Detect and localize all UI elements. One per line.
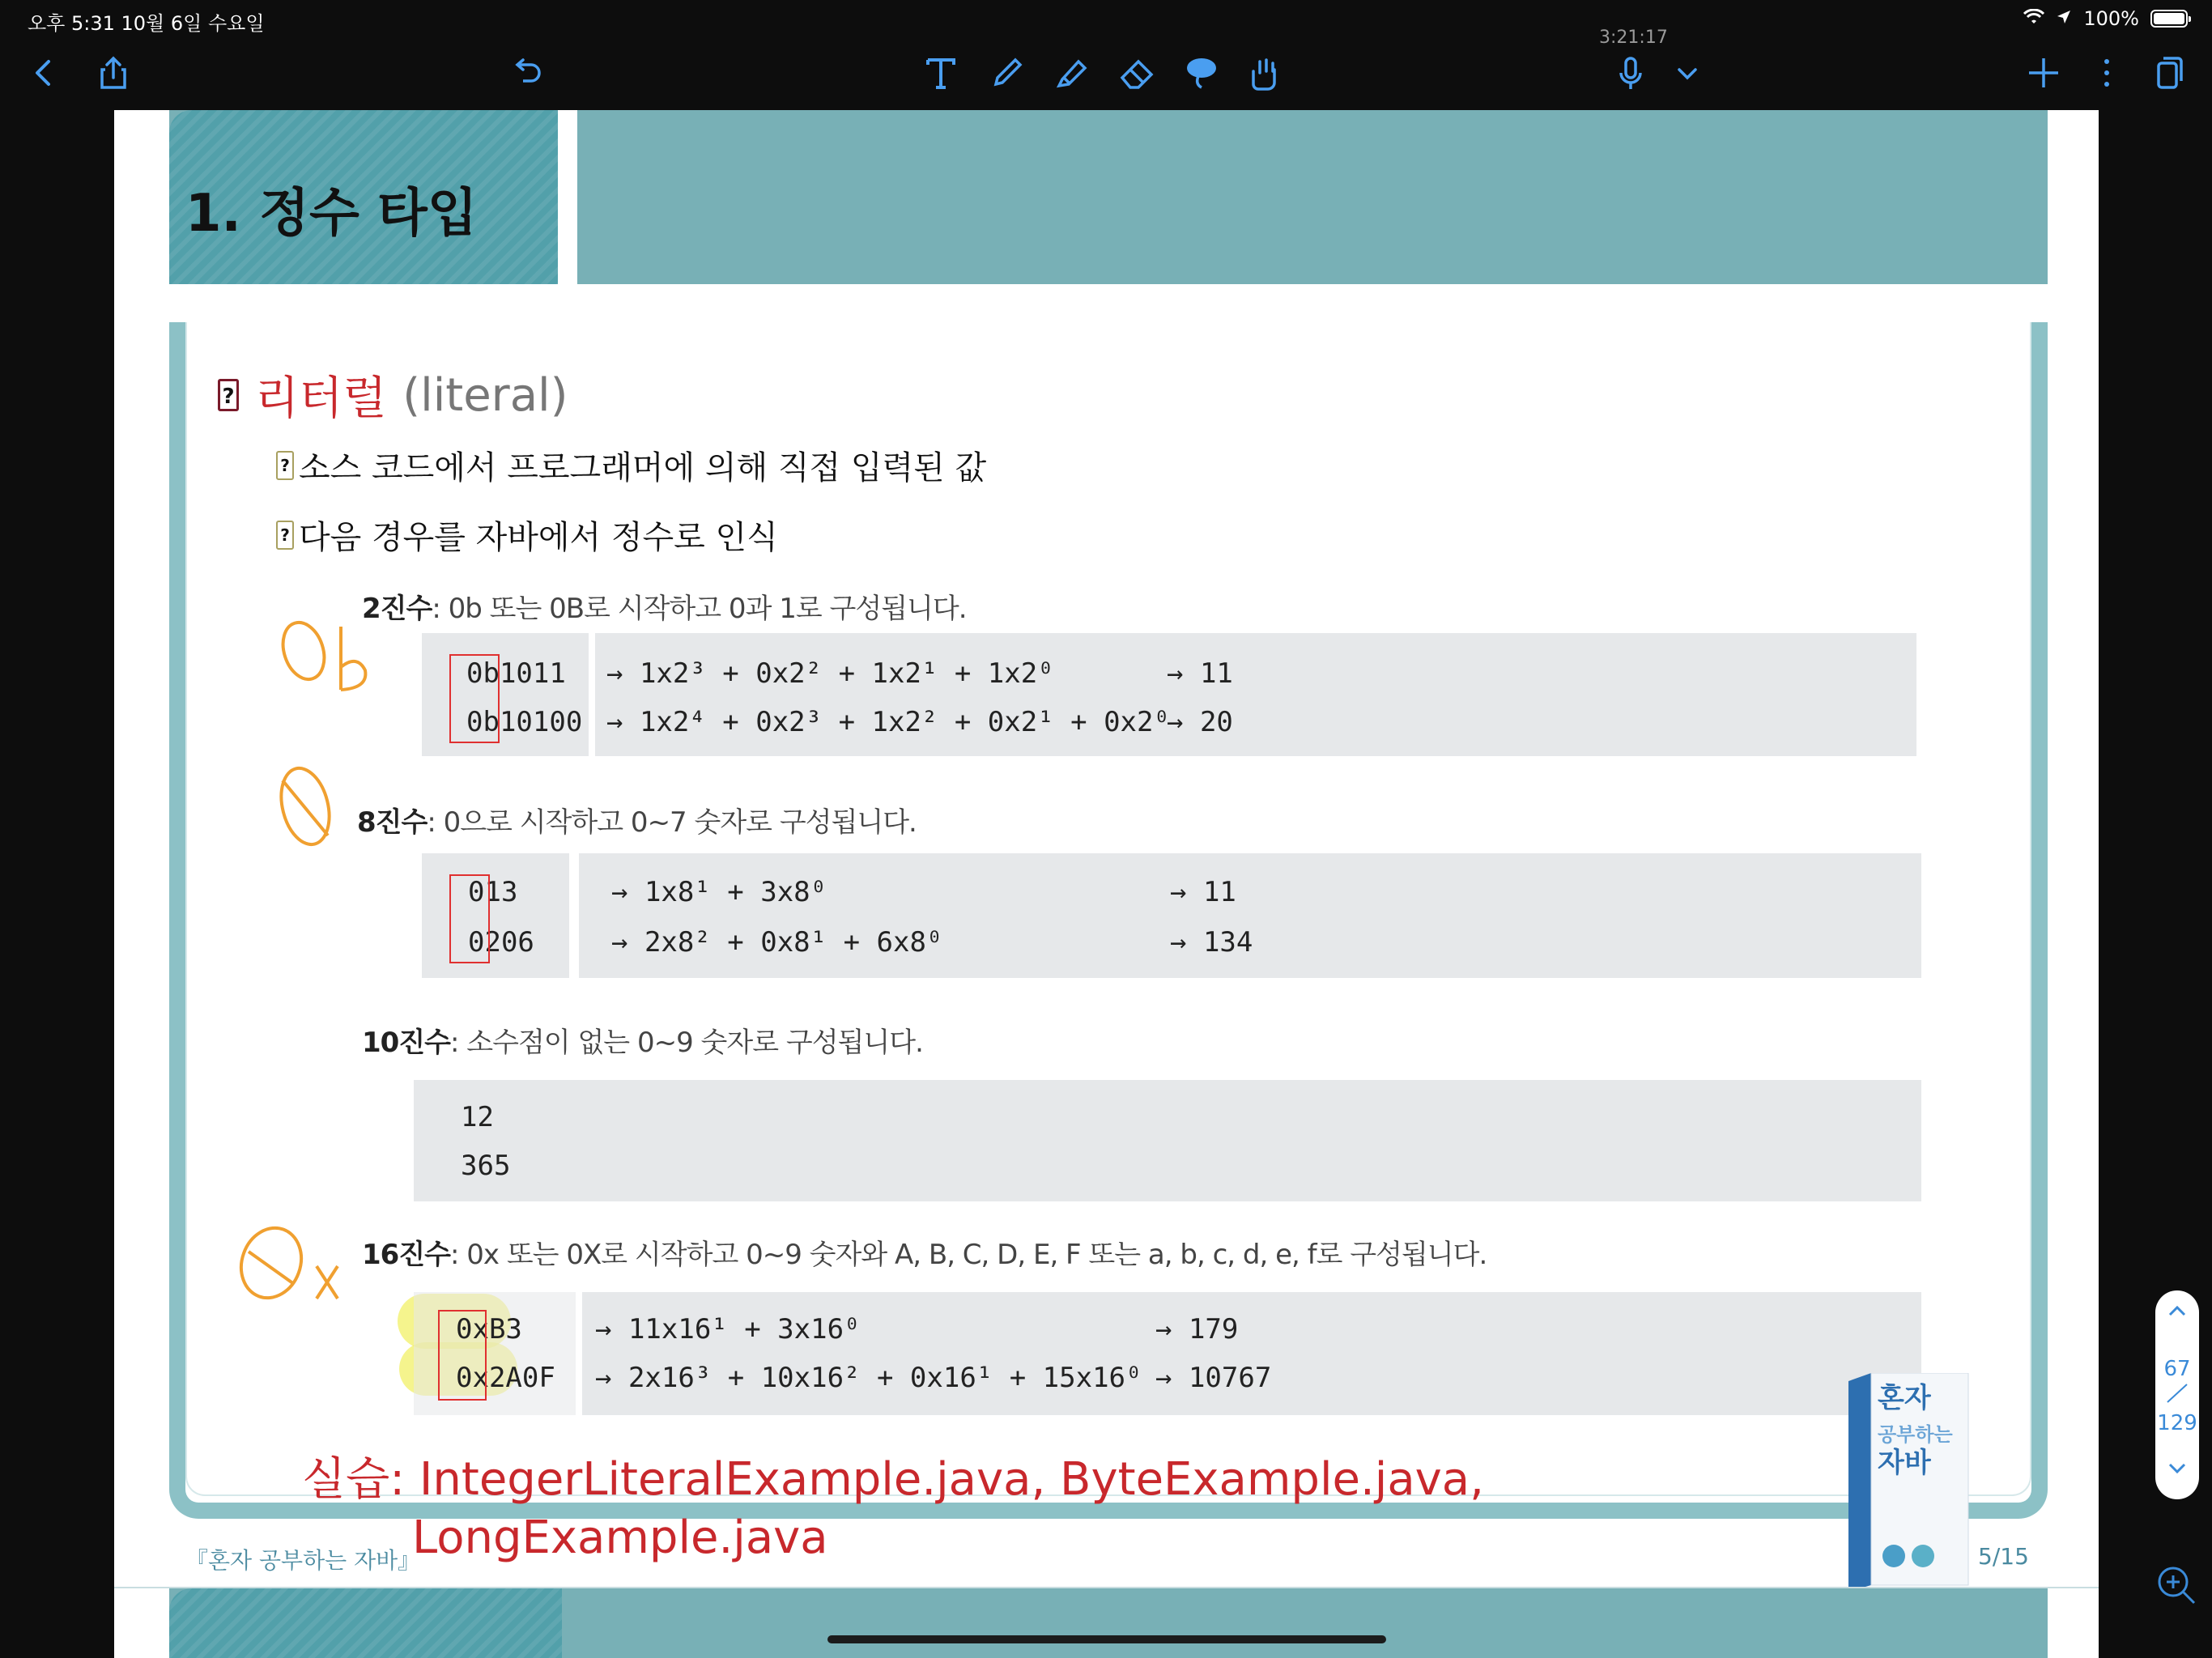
chevron-down-icon[interactable]: [1663, 49, 1712, 97]
literal-heading-ko: 리터럴: [255, 372, 387, 425]
hex-lit-1: 0xB3: [456, 1313, 522, 1346]
hex-expr-box: [582, 1292, 1921, 1415]
more-icon[interactable]: [2082, 49, 2131, 97]
decimal-lit-1: 12: [461, 1101, 494, 1133]
binary-heading: [362, 586, 967, 626]
hex-expr-1: → 11x16¹ + 3x16⁰: [595, 1313, 861, 1346]
practice-line-2: LongExample.java: [412, 1511, 828, 1564]
binary-lit-2: 0b10100: [466, 706, 583, 738]
status-time-date: 오후 5:31 10월 6일 수요일: [28, 12, 265, 35]
hex-heading: [362, 1232, 1487, 1272]
octal-heading-rest: : 0으로 시작하고 0~7 숫자로 구성됩니다.: [427, 806, 917, 839]
bullet-definition: [276, 442, 986, 488]
next-page-tab: [169, 1588, 562, 1658]
document-page[interactable]: [114, 110, 2099, 1658]
hex-res-1: → 179: [1155, 1313, 1239, 1346]
binary-res-1: → 11: [1167, 657, 1233, 690]
book-cover-image: [1848, 1373, 1970, 1592]
hex-heading-bold: 16진수: [362, 1239, 451, 1271]
handwriting-0b: [274, 610, 380, 699]
octal-expr-2: → 2x8² + 0x8¹ + 6x8⁰: [611, 926, 943, 959]
footer-page-number: 5/15: [1978, 1543, 2029, 1570]
bullet-integer-text: 다음 경우를 자바에서 정수로 인식: [299, 519, 778, 556]
location-icon: [2056, 7, 2072, 30]
question-icon: ?: [276, 521, 294, 550]
octal-lit-2: 0206: [468, 926, 534, 959]
binary-expr-1: → 1x2³ + 0x2² + 1x2¹ + 1x2⁰: [606, 657, 1054, 690]
pager-down-icon[interactable]: [2155, 1458, 2199, 1482]
highlighter-icon[interactable]: [1048, 49, 1096, 97]
decimal-heading-rest: : 소수점이 없는 0~9 숫자로 구성됩니다.: [450, 1027, 923, 1059]
binary-lit-1: 0b1011: [466, 657, 566, 690]
hex-lit-2: 0x2A0F: [456, 1362, 555, 1394]
tab-notch: [558, 110, 577, 321]
gesture-icon[interactable]: [1239, 49, 1287, 97]
book-title-1: 혼자: [1878, 1382, 1931, 1414]
pager-slash-icon: [2161, 1381, 2193, 1405]
prefix-highlight-box: [438, 1310, 487, 1401]
undo-icon[interactable]: [502, 49, 551, 97]
back-icon[interactable]: [19, 49, 68, 97]
octal-literal-box: [422, 853, 569, 978]
battery-icon: [2150, 10, 2188, 28]
binary-res-2: → 20: [1167, 706, 1233, 738]
octal-heading-bold: 8진수: [357, 806, 428, 839]
decimal-heading: [362, 1020, 923, 1060]
decimal-heading-bold: 10진수: [362, 1027, 451, 1059]
octal-heading: [357, 800, 917, 840]
handwriting-0x: [226, 1213, 355, 1310]
pages-icon[interactable]: [2144, 49, 2193, 97]
book-title-2: 공부하는: [1878, 1423, 1953, 1446]
bullet-definition-text: 소스 코드에서 프로그래머에 의해 직접 입력된 값: [299, 449, 987, 487]
octal-res-2: → 134: [1170, 926, 1253, 959]
hex-expr-2: → 2x16³ + 10x16² + 0x16¹ + 15x16⁰: [595, 1362, 1142, 1394]
text-tool-icon[interactable]: [917, 49, 965, 97]
decimal-lit-2: 365: [461, 1150, 511, 1182]
microphone-icon[interactable]: [1606, 49, 1655, 97]
hex-res-2: → 10767: [1155, 1362, 1272, 1394]
octal-res-1: → 11: [1170, 876, 1236, 908]
octal-expr-1: → 1x8¹ + 3x8⁰: [611, 876, 827, 908]
practice-line-1: 실습: IntegerLiteralExample.java, ByteExample.java,: [302, 1453, 1484, 1506]
literal-heading-en: (literal): [402, 368, 568, 422]
pager-current: 67: [2163, 1357, 2191, 1381]
home-indicator[interactable]: [827, 1635, 1386, 1643]
battery-percent: 100%: [2083, 7, 2139, 30]
toolbar: [0, 42, 2212, 110]
handwriting-0: [271, 758, 344, 855]
lasso-icon[interactable]: [1177, 49, 1226, 97]
book-title-3: 자바: [1878, 1447, 1931, 1479]
binary-heading-rest: : 0b 또는 0B로 시작하고 0과 1로 구성됩니다.: [432, 593, 967, 625]
pager-total: 129: [2157, 1411, 2197, 1435]
prefix-highlight-box: [449, 654, 500, 743]
question-icon: ?: [276, 451, 294, 480]
recording-timer: 3:21:17: [1599, 28, 1668, 48]
wifi-icon: [2023, 7, 2044, 30]
share-icon[interactable]: [89, 49, 138, 97]
footer-book-title: 『혼자 공부하는 자바』: [185, 1547, 421, 1574]
pen-icon[interactable]: [983, 49, 1032, 97]
binary-heading-bold: 2진수: [362, 593, 432, 625]
eraser-icon[interactable]: [1112, 49, 1161, 97]
bullet-integer: [276, 512, 778, 558]
question-icon: ?: [218, 379, 239, 411]
chapter-title: 1. 정수 타입: [185, 184, 478, 244]
page-indicator[interactable]: [2155, 1290, 2199, 1499]
decimal-box: [414, 1080, 1921, 1201]
practice-note: [302, 1451, 1484, 1567]
hex-heading-rest: : 0x 또는 0X로 시작하고 0~9 숫자와 A, B, C, D, E, F 또는 a, b, c, d, e, f로 구성됩니다.: [450, 1239, 1487, 1271]
status-bar: [0, 0, 2212, 42]
octal-lit-1: 013: [468, 876, 518, 908]
prefix-highlight-box: [449, 874, 490, 963]
octal-expr-box: [579, 853, 1921, 978]
add-icon[interactable]: [2019, 49, 2068, 97]
literal-heading: [218, 363, 568, 427]
pager-up-icon[interactable]: [2155, 1290, 2199, 1324]
zoom-in-icon[interactable]: [2149, 1558, 2206, 1614]
binary-expr-2: → 1x2⁴ + 0x2³ + 1x2² + 0x2¹ + 0x2⁰: [606, 706, 1170, 738]
